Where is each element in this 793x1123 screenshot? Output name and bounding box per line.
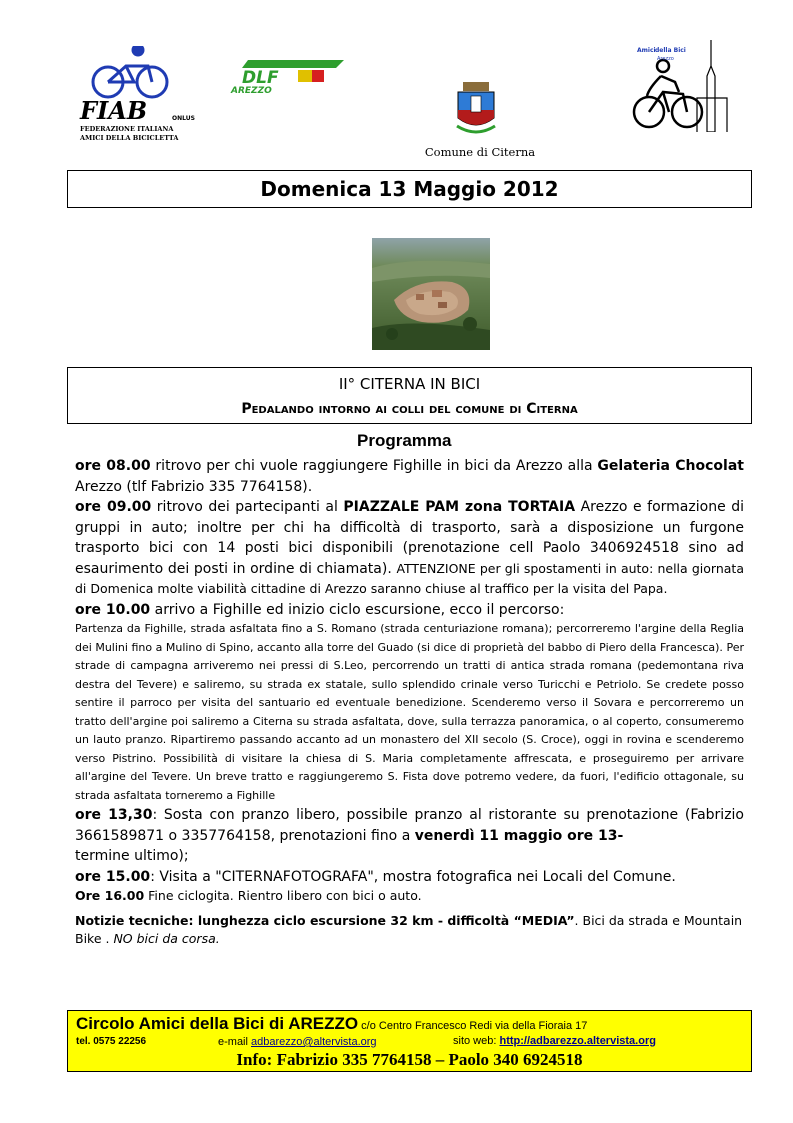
dlf-text: DLF (242, 68, 279, 88)
circolo-address: c/o Centro Francesco Redi via della Fioraia 17 (358, 1020, 588, 1032)
time-1600: Ore 16.00 (75, 888, 145, 903)
fiab-subtitle-2: AMICI DELLA BICICLETTA (80, 134, 179, 142)
program-item-1000: ore 10.00 arrivo a Fighille ed inizio ciclo escursione, ecco il percorso: (75, 601, 565, 618)
footer-tel: tel. 0575 22256 (76, 1036, 147, 1047)
time-1330: ore 13,30 (75, 807, 153, 823)
event-date: Domenica 13 Maggio 2012 (260, 177, 559, 201)
program-content (75, 456, 744, 948)
technical-notes: Notizie tecniche: lunghezza ciclo escursione 32 km - difficoltà “MEDIA”. Bici da strada e Mountain Bike . NO bici da corsa. (75, 913, 743, 946)
fiab-subtitle-1: FEDERAZIONE ITALIANA (80, 125, 174, 133)
amici-bici-logo (627, 36, 735, 132)
footer-web: sito web: http://adbarezzo.altervista.org (453, 1035, 656, 1047)
place-gelateria: Gelateria Chocolat (597, 458, 744, 474)
fiab-text: FIAB (80, 96, 148, 125)
dlf-logo (228, 56, 346, 96)
comune-label: Comune di Citerna (424, 145, 536, 159)
cyclist-icon (93, 46, 167, 97)
event-title-box (67, 367, 752, 424)
program-heading: Programma (357, 431, 452, 450)
program-item-0800: ore 08.00 ritrovo per chi vuole raggiungere Fighille in bici da Arezzo alla Gelateria Chocolat Arezzo (tlf Fabrizio 335 7764158). (75, 458, 744, 495)
time-1000: ore 10.00 (75, 601, 151, 618)
website-link[interactable]: http://adbarezzo.altervista.org (499, 1035, 656, 1047)
time-0800: ore 08.00 (75, 458, 151, 474)
dlf-city: AREZZO (231, 86, 272, 96)
program-item-1500: ore 15.00: Visita a "CITERNAFOTOGRAFA", mostra fotografica nei Locali del Comune. (75, 868, 676, 885)
footer-info: Info: Fabrizio 335 7764158 – Paolo 340 6924518 (236, 1050, 583, 1069)
program-item-0900: ore 09.00 ritrovo dei partecipanti al PIAZZALE PAM zona TORTAIA Arezzo e formazione di gruppi in auto; inoltre per chi ha difficoltà di trasporto, sarà a disposizione un furgone trasporto bici con 14 posti bici disponibili (prenotazione cell Paolo 3406924518 sino ad esaurimento dei posti in ordine di chiamata). ATTENZIONE per gli spostamenti in auto: nella giornata di Domenica molte viabilità cittadine di Arezzo saranno chiuse al traffico per la visita del Papa. (75, 499, 744, 596)
comune-crest-icon (455, 82, 497, 142)
footer-email: e-mail adbarezzo@altervista.org (218, 1036, 377, 1048)
amici-text-2: della Bici (655, 47, 686, 54)
traffic-note: ATTENZIONE per gli spostamenti in auto: nella giornata di Domenica molte viabilità cittadine di Arezzo saranno chiuse al traffico per la visita del Papa. (75, 560, 744, 596)
program-item-1600: Ore 16.00 Fine ciclogita. Rientro libero con bici o auto. (75, 888, 422, 903)
fiab-logo (78, 46, 198, 146)
date-box (67, 170, 752, 208)
program-item-1330: ore 13,30: Sosta con pranzo libero, possibile pranzo al ristorante su prenotazione (Fabrizio 3661589871 o 3357764158, prenotazioni fino a venerdì 11 maggio ore 13- termine ultimo); (75, 807, 744, 864)
time-1500: ore 15.00 (75, 868, 151, 885)
place-piazzale: PIAZZALE PAM zona TORTAIA (343, 499, 576, 515)
event-title: II° CITERNA IN BICI (338, 375, 481, 393)
amici-text-1: Amici (637, 47, 656, 54)
amici-text-3: Arezzo (657, 56, 674, 62)
contact-footer (67, 1010, 752, 1072)
footer-line-1 (76, 1014, 587, 1034)
circolo-name: Circolo Amici della Bici di AREZZO (76, 1014, 359, 1033)
time-0900: ore 09.00 (75, 499, 152, 515)
fiab-onlus: ONLUS (172, 115, 195, 122)
booking-deadline: venerdì 11 maggio ore 13- (414, 827, 624, 844)
event-subtitle: Pedalando intorno ai colli del comune di Citerna (241, 401, 578, 417)
citerna-aerial-photo (372, 238, 490, 350)
email-link[interactable]: adbarezzo@altervista.org (251, 1036, 377, 1048)
route-description: Partenza da Fighille, strada asfaltata fino a S. Romano (strada centuriazione romana); percorreremo l'argine della Reglia dei Mulini fino a Mulino di Spino, accanto alla torre del Guado (si dice di proprietà del babbo di Piero della Francesca). Per strade di campagna arriveremo nei pressi di S.Leo, percorrendo un tratti di antica strada romana (pedemontana riva destra del Tevere) e saliremo, su strada ex statale, sullo splendido crinale verso Turicchi e Petriolo. Se credete posso sentire il parroco per visita del santuario ed eventuale benedizione. Scenderemo verso il Sovara e percorreremo un tratto dell'argine poi saliremo a Citerna su strada asfaltata, dove, sulla terrazza panoramica, o al coperto, consumeremo un lauto pranzo. Ripartiremo passando accanto ad un monastero del XII secolo (S. Croce), oggi in rovina e scenderemo verso Pistrino. Possibilità di visitare la chiesa di S. Maria completamente affrescata, e proseguiremo per arrivare all'argine del Tevere. Un breve tratto e raggiungeremo S. Fista dove potremo vedere, da fuori, l'edificio ottagonale, su strada asfaltata torneremo a Fighille (75, 622, 744, 802)
